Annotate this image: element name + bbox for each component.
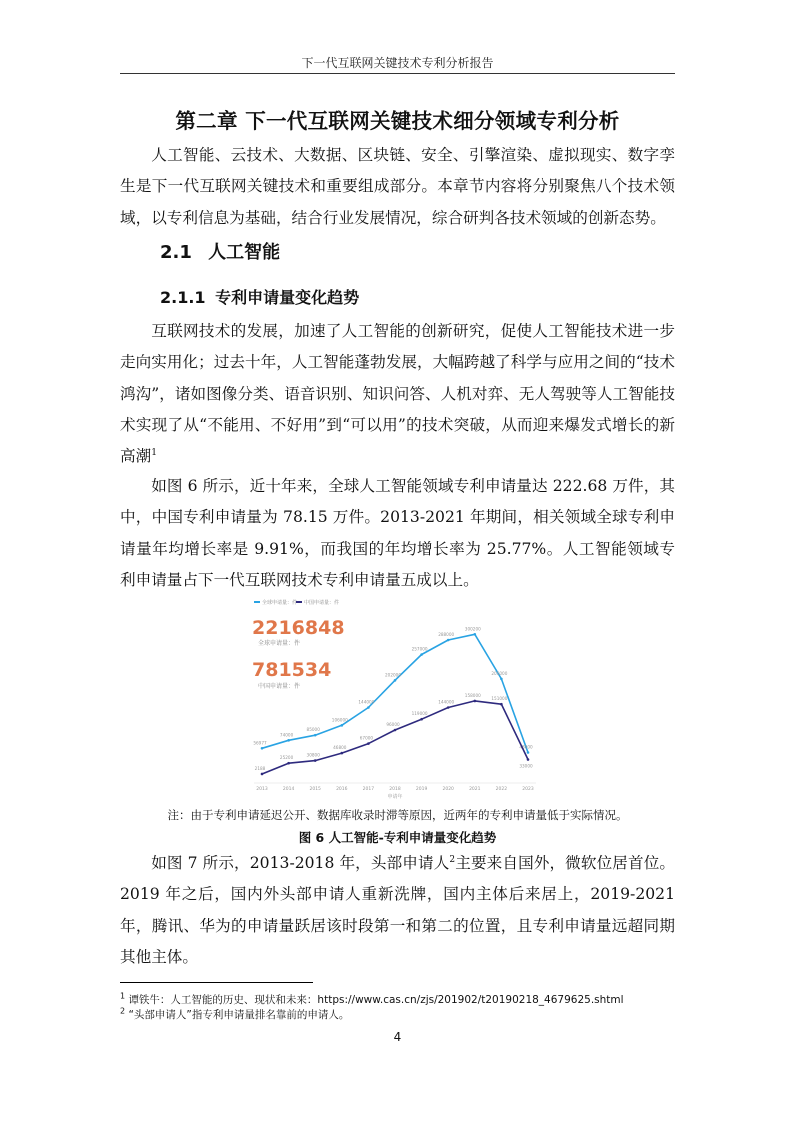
footnote-1-mark: 1 (120, 991, 126, 1001)
x-tick-label-9: 2022 (495, 787, 508, 792)
series-1-label-2: 30800 (306, 752, 320, 758)
series-1-point-2 (314, 759, 317, 762)
series-0-point-9 (500, 678, 503, 681)
header-rule (120, 73, 675, 74)
footnote-2 (120, 1008, 680, 1022)
x-tick-label-0: 2013 (256, 787, 268, 792)
patent-trend-svg (250, 597, 540, 802)
series-0-point-2 (314, 734, 317, 737)
series-0-point-6 (420, 653, 423, 656)
series-1-point-0 (261, 773, 264, 776)
x-tick-layer (256, 786, 534, 792)
series-0-label-0: 56977 (253, 740, 267, 746)
series-1-label-4: 67000 (359, 735, 374, 741)
x-tick-label-6: 2019 (415, 787, 428, 792)
series-0-label-2: 85000 (306, 727, 320, 733)
footnote-1 (120, 993, 680, 1007)
series-1-label-9: 151000 (491, 696, 508, 702)
global-total-label: 全球申请量：件 (258, 640, 301, 647)
footnote-1-text: 谭铁牛：人工智能的历史、现状和未来：https://www.cas.cn/zjs/201902/t20190218_4679625.shtml (128, 994, 624, 1006)
chapter-title: 第二章 下一代互联网关键技术细分领域专利分析 (175, 109, 620, 133)
series-0-point-0 (261, 747, 264, 750)
x-axis-label: 申请年 (387, 794, 403, 800)
x-tick-label-4: 2017 (362, 787, 375, 792)
series-0-label-6: 257000 (411, 646, 428, 652)
page-header: 下一代互联网关键技术专利分析报告 (301, 56, 494, 70)
x-tick-label-5: 2018 (389, 787, 401, 792)
china-total-label: 中国申请量：件 (258, 683, 301, 690)
footnote-rule (120, 982, 313, 983)
series-1-point-4 (367, 742, 370, 745)
series-0-point-4 (367, 706, 370, 709)
section-heading (160, 238, 280, 264)
series-0-label-9: 205000 (491, 670, 508, 676)
page-number: 4 (393, 1030, 402, 1044)
series-layer (253, 626, 533, 775)
paragraph-top-applicants-after: 主要来自国外，微软位居首位。2019 年之后，国内外头部申请人重新洗牌，国内主体后来居上，2019-2021 年，腾讯、华为的申请量跃居该时段第一和第二的位置，且专利申请量远超同期其他主体。 (120, 854, 675, 966)
series-0-label-10: 48000 (519, 744, 533, 750)
patent-trend-chart (250, 597, 540, 802)
series-1-label-7: 144000 (438, 699, 455, 705)
series-0-point-5 (394, 679, 397, 682)
series-0-point-10 (527, 751, 530, 754)
series-1-point-1 (287, 762, 290, 765)
series-0-point-3 (341, 724, 344, 727)
section-number: 2.1 (160, 242, 192, 263)
series-1-label-1: 25200 (279, 755, 294, 761)
footnote-ref-1[interactable]: 1 (151, 448, 157, 458)
series-line-0 (262, 634, 528, 752)
series-1-label-8: 158000 (464, 692, 481, 698)
series-1-point-7 (447, 706, 450, 709)
series-0-point-8 (474, 633, 477, 636)
x-tick-label-2: 2015 (309, 787, 321, 792)
series-1-point-5 (394, 729, 397, 732)
legend-china-label: 中国申请量：件 (304, 600, 340, 606)
chart-legend (254, 599, 339, 606)
subsection-number: 2.1.1 (160, 288, 206, 307)
legend-global-label: 全球申请量：件 (262, 600, 298, 606)
global-total-number: 2216848 (252, 617, 345, 639)
paragraph-ai-development-text: 互联网技术的发展，加速了人工智能的创新研究，促使人工智能技术进一步走向实用化；过去十年，人工智能蓬勃发展，大幅跨越了科学与应用之间的“技术鸿沟”，诸如图像分类、语音识别、知识问答、人机对弈、无人驾驶等人工智能技术实现了从“不能用、不好用”到“可以用”的技术突破，从而迎来爆发式增长的新高潮 (120, 322, 675, 466)
series-0-point-7 (447, 639, 450, 642)
series-0-label-7: 288000 (438, 632, 455, 637)
subsection-title: 专利申请量变化趋势 (215, 288, 360, 307)
series-1-label-5: 96000 (386, 722, 400, 727)
x-tick-label-8: 2021 (469, 787, 481, 792)
footnote-2-mark: 2 (120, 1006, 126, 1016)
series-1-point-3 (341, 752, 344, 755)
paragraph-ai-development (120, 316, 675, 472)
series-1-label-0: 2188 (254, 765, 266, 771)
chart-caption: 图 6 人工智能-专利申请量变化趋势 (298, 830, 497, 845)
paragraph-top-applicants-before: 如图 7 所示，2013-2018 年，头部申请人 (151, 854, 450, 872)
section-title: 人工智能 (208, 242, 281, 263)
series-1-label-10: 33000 (519, 763, 533, 769)
series-1-point-6 (420, 718, 423, 721)
series-0-label-5: 202000 (385, 672, 401, 678)
paragraph-patent-stats: 如图 6 所示，近十年来，全球人工智能领域专利申请量达 222.68 万件，其中，中国专利申请量为 78.15 万件。2013-2021 年期间，相关领域全球专利申请量年均增长率是 9.91%，而我国的年均增长率为 25.77%。人工智能领域专利申请量占下一代互联网技术专利申请量五成以上。 (120, 477, 675, 589)
paragraph-top-applicants (120, 848, 675, 973)
series-0-label-8: 300200 (464, 626, 481, 632)
series-0-point-1 (287, 739, 290, 742)
series-0-label-1: 74000 (279, 732, 294, 738)
chart-note: 注：由于专利申请延迟公开、数据库收录时滞等原因，近两年的专利申请量低于实际情况。 (167, 808, 628, 822)
series-1-point-9 (500, 703, 503, 706)
intro-paragraph: 人工智能、云技术、大数据、区块链、安全、引擎渲染、虚拟现实、数字孪生是下一代互联网关键技术和重要组成部分。本章节内容将分别聚焦八个技术领域，以专利信息为基础，结合行业发展情况，综合研判各技术领域的创新态势。 (120, 146, 675, 227)
series-1-point-10 (527, 758, 530, 761)
x-tick-label-1: 2014 (282, 787, 295, 792)
x-tick-label-3: 2016 (336, 787, 348, 792)
subsection-heading (160, 285, 359, 308)
series-1-point-8 (474, 700, 477, 703)
series-1-label-6: 119000 (411, 711, 428, 717)
footnote-ref-2[interactable]: 2 (449, 854, 456, 865)
footnote-2-text: “头部申请人”指专利申请量排名靠前的申请人。 (128, 1009, 350, 1021)
series-0-label-4: 144000 (358, 699, 375, 705)
x-tick-label-7: 2020 (442, 787, 454, 792)
china-total-number: 781534 (252, 659, 332, 681)
series-0-label-3: 106000 (331, 717, 348, 723)
series-1-label-3: 46800 (333, 745, 347, 751)
x-tick-label-10: 2023 (522, 787, 534, 792)
